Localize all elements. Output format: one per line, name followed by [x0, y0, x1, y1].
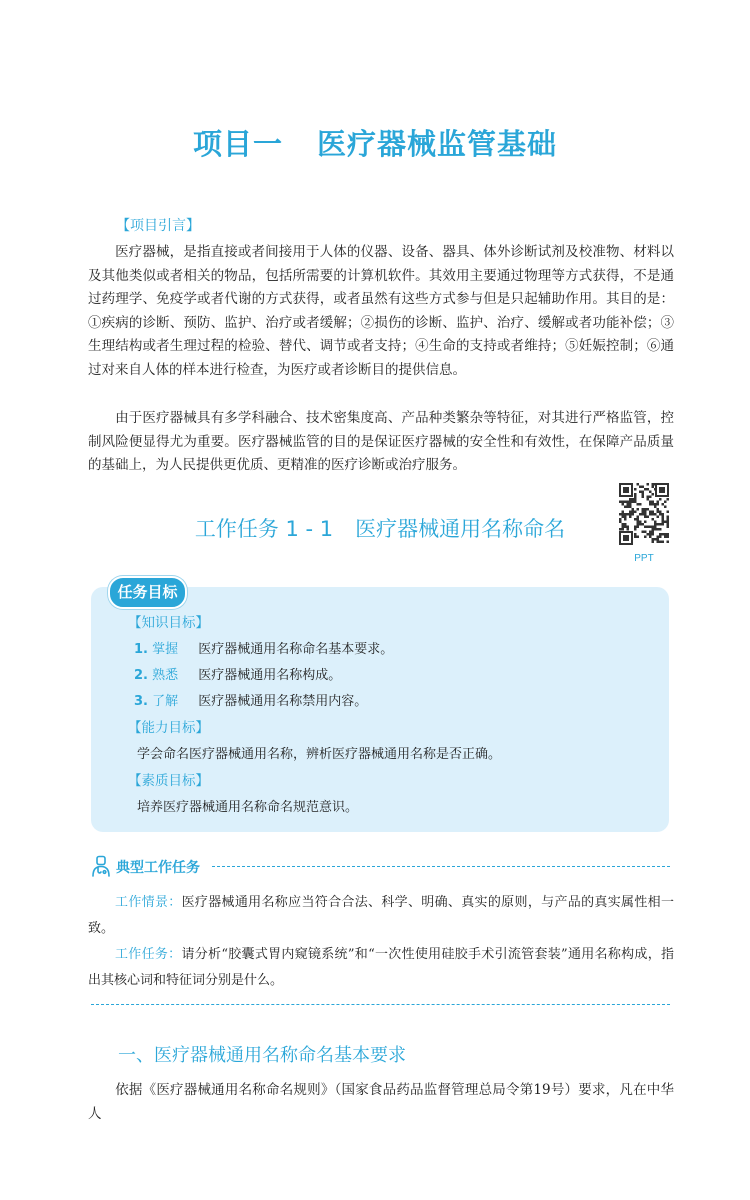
- task-title: [90, 513, 670, 543]
- work-task-text: 请分析“胶囊式胃内窥镜系统”和“一次性使用硅胶手术引流管套装”通用名称构成，指出其核心词和特征词分别是什么。: [88, 947, 674, 988]
- project-name: 医疗器械监管基础: [317, 127, 558, 161]
- task-number: 工作任务 1 - 1: [194, 517, 334, 541]
- work-scenario-text: 医疗器械通用名称应当符合合法、科学、明确、真实的原则，与产品的真实属性相一致。: [88, 895, 674, 936]
- knowledge-goal-item: [134, 664, 341, 683]
- goal-number: 3.: [134, 694, 148, 709]
- goal-text: 医疗器械通用名称构成。: [198, 668, 342, 683]
- section-heading: 一、医疗器械通用名称命名基本要求: [118, 1045, 406, 1066]
- goal-text: 医疗器械通用名称禁用内容。: [198, 694, 368, 709]
- knowledge-goal-item: [134, 638, 393, 657]
- intro-paragraph: [88, 407, 674, 478]
- goal-number: 1.: [134, 642, 148, 657]
- ability-goal-text: 学会命名医疗器械通用名称，辨析医疗器械通用名称是否正确。: [137, 747, 502, 762]
- ability-goals-heading: 【能力目标】: [128, 720, 209, 736]
- doctor-icon: [91, 855, 111, 877]
- intro-paragraph: [88, 241, 674, 382]
- quality-goals-heading: 【素质目标】: [128, 773, 209, 789]
- work-scenario-label: 工作情景：: [115, 895, 182, 910]
- qr-label: PPT: [634, 553, 654, 564]
- dashed-divider: [212, 866, 670, 867]
- goal-number: 2.: [134, 668, 148, 683]
- task-name: 医疗器械通用名称命名: [355, 517, 566, 541]
- intro-heading: 【项目引言】: [116, 218, 200, 234]
- work-scenario: [88, 890, 674, 942]
- quality-goal-text: 培养医疗器械通用名称命名规范意识。: [137, 800, 359, 815]
- knowledge-goals-heading: 【知识目标】: [128, 615, 209, 631]
- task-goals-tag: 任务目标: [108, 576, 187, 609]
- qr-code-icon[interactable]: [618, 482, 670, 546]
- body-paragraph-text: 依据《医疗器械通用名称命名规则》（国家食品药品监督管理总局令第19号）要求，凡在中华人: [88, 1082, 674, 1122]
- work-task-label: 工作任务：: [115, 947, 182, 962]
- work-task: [88, 942, 674, 994]
- goal-verb: 熟悉: [152, 668, 179, 683]
- project-number: 项目一: [192, 127, 283, 161]
- goal-verb: 掌握: [152, 642, 179, 657]
- goal-verb: 了解: [152, 694, 179, 709]
- goal-text: 医疗器械通用名称命名基本要求。: [198, 642, 394, 657]
- project-title: [0, 122, 750, 163]
- typical-task-heading: 典型工作任务: [116, 860, 200, 876]
- dashed-divider: [91, 1004, 670, 1005]
- body-paragraph: [88, 1079, 674, 1126]
- intro-paragraph-text: 由于医疗器械具有多学科融合、技术密集度高、产品种类繁杂等特征，对其进行严格监管，控制风险便显得尤为重要。医疗器械监管的目的是保证医疗器械的安全性和有效性，在保障产品质量的基础上，为人民提供更优质、更精准的医疗诊断或治疗服务。: [88, 410, 674, 473]
- intro-paragraph-text: 医疗器械，是指直接或者间接用于人体的仪器、设备、器具、体外诊断试剂及校准物、材料以及其他类似或者相关的物品，包括所需要的计算机软件。其效用主要通过物理等方式获得，不是通过药理学、免疫学或者代谢的方式获得，或者虽然有这些方式参与但是只起辅助作用。其目的是：①疾病的诊断、预防、监护、治疗或者缓解；②损伤的诊断、监护、治疗、缓解或者功能补偿；③生理结构或者生理过程的检验、替代、调节或者支持；④生命的支持或者维持；⑤妊娠控制；⑥通过对来自人体的样本进行检查，为医疗或者诊断目的提供信息。: [88, 244, 674, 378]
- knowledge-goal-item: [134, 690, 367, 709]
